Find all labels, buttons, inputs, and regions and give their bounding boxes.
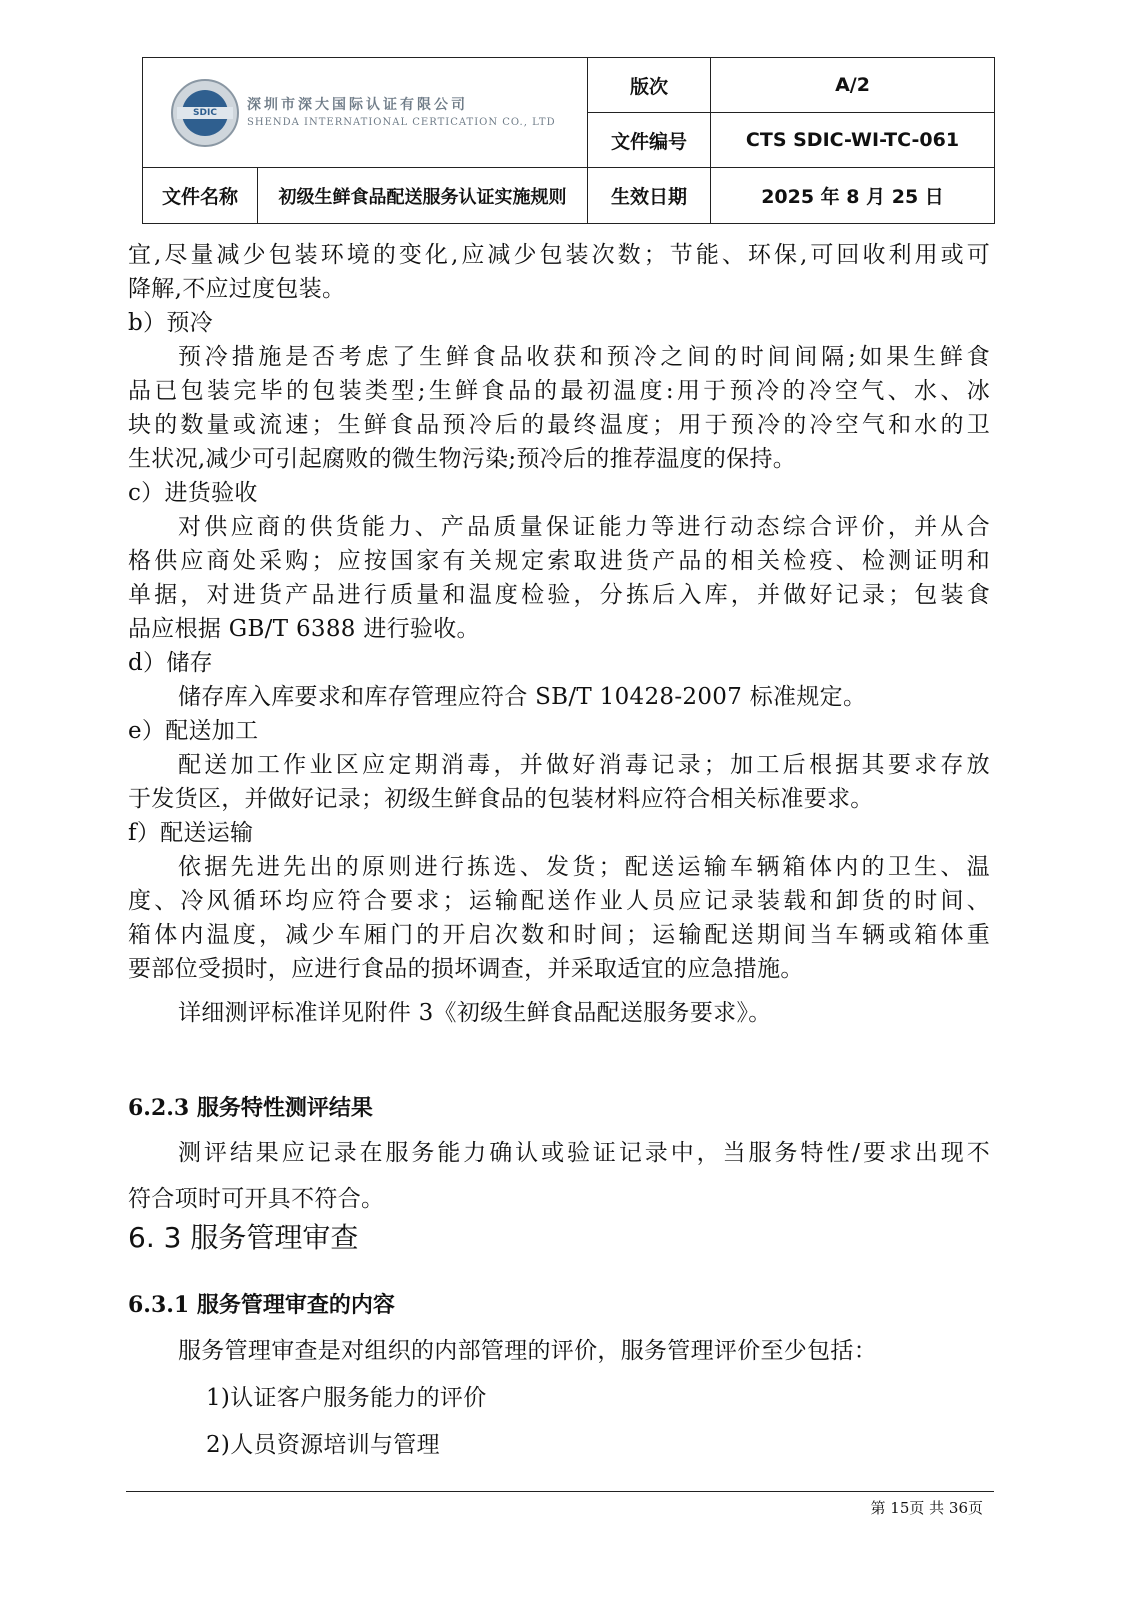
footer-divider: [126, 1491, 994, 1492]
paragraph-line: 详细测评标准详见附件 3《初级生鲜食品配送服务要求》。: [178, 1000, 772, 1026]
docname-label: 文件名称: [143, 168, 258, 224]
item-heading: f）配送运输: [128, 820, 254, 846]
docno-value: CTS SDIC-WI-TC-061: [711, 113, 995, 168]
item-heading: b）预冷: [128, 310, 213, 336]
page-number: 第 15页 共 36页: [870, 1499, 983, 1517]
item-heading: e）配送加工: [128, 718, 259, 744]
document-header-table: [142, 57, 995, 224]
item-heading: c）进货验收: [128, 480, 258, 506]
section-heading-6-3: 6. 3 服务管理审查: [128, 1221, 359, 1254]
paragraph-line: 预冷措施是否考虑了生鲜食品收获和预冷之间的时间间隔;如果生鲜食: [178, 344, 990, 370]
effdate-label: 生效日期: [588, 168, 711, 224]
paragraph-line: 测评结果应记录在服务能力确认或验证记录中，当服务特性/要求出现不: [178, 1140, 990, 1166]
paragraph-line: 单据，对进货产品进行质量和温度检验，分拣后入库，并做好记录；包装食: [128, 582, 990, 608]
list-item: 2)人员资源培训与管理: [206, 1432, 440, 1458]
paragraph-line: 储存库入库要求和库存管理应符合 SB/T 10428-2007 标准规定。: [178, 684, 867, 710]
section-heading-6-3-1: 6.3.1 服务管理审查的内容: [128, 1292, 395, 1318]
company-name-en: SHENDA INTERNATIONAL CERTICATION CO., LTD: [247, 116, 556, 128]
item-heading: d）储存: [128, 650, 213, 676]
version-value: A/2: [711, 58, 995, 113]
docname-value: 初级生鲜食品配送服务认证实施规则: [258, 168, 588, 224]
paragraph-line: 度、冷风循环均应符合要求；运输配送作业人员应记录装载和卸货的时间、: [128, 888, 990, 914]
paragraph-line: 服务管理审查是对组织的内部管理的评价，服务管理评价至少包括：: [178, 1338, 877, 1364]
company-seal-icon: SDIC: [171, 79, 239, 147]
paragraph-line: 格供应商处采购；应按国家有关规定索取进货产品的相关检疫、检测证明和: [128, 548, 990, 574]
paragraph-line: 依据先进先出的原则进行拣选、发货；配送运输车辆箱体内的卫生、温: [178, 854, 990, 880]
paragraph-line: 配送加工作业区应定期消毒，并做好消毒记录；加工后根据其要求存放: [178, 752, 990, 778]
paragraph-line: 品应根据 GB/T 6388 进行验收。: [128, 616, 480, 642]
effdate-value: 2025 年 8 月 25 日: [711, 168, 995, 224]
company-logo-cell: [143, 58, 588, 168]
version-label: 版次: [588, 58, 711, 113]
paragraph-line: 生状况,减少可引起腐败的微生物污染;预冷后的推荐温度的保持。: [128, 446, 797, 472]
paragraph-line: 箱体内温度，减少车厢门的开启次数和时间；运输配送期间当车辆或箱体重: [128, 922, 990, 948]
paragraph-line: 宜,尽量减少包装环境的变化,应减少包装次数；节能、环保,可回收利用或可: [128, 242, 990, 268]
paragraph-line: 块的数量或流速；生鲜食品预冷后的最终温度；用于预冷的冷空气和水的卫: [128, 412, 990, 438]
paragraph-line: 对供应商的供货能力、产品质量保证能力等进行动态综合评价，并从合: [178, 514, 990, 540]
paragraph-line: 品已包装完毕的包装类型;生鲜食品的最初温度:用于预冷的冷空气、水、冰: [128, 378, 990, 404]
paragraph-line: 于发货区，并做好记录；初级生鲜食品的包装材料应符合相关标准要求。: [128, 786, 874, 812]
paragraph-line: 降解,不应过度包装。: [128, 276, 346, 302]
section-heading-6-2-3: 6.2.3 服务特性测评结果: [128, 1095, 373, 1121]
paragraph-line: 要部位受损时，应进行食品的损坏调查，并采取适宜的应急措施。: [128, 956, 804, 982]
company-name-cn: 深圳市深大国际认证有限公司: [247, 96, 468, 113]
list-item: 1)认证客户服务能力的评价: [206, 1385, 487, 1411]
paragraph-line: 符合项时可开具不符合。: [128, 1186, 385, 1212]
docno-label: 文件编号: [588, 113, 711, 168]
